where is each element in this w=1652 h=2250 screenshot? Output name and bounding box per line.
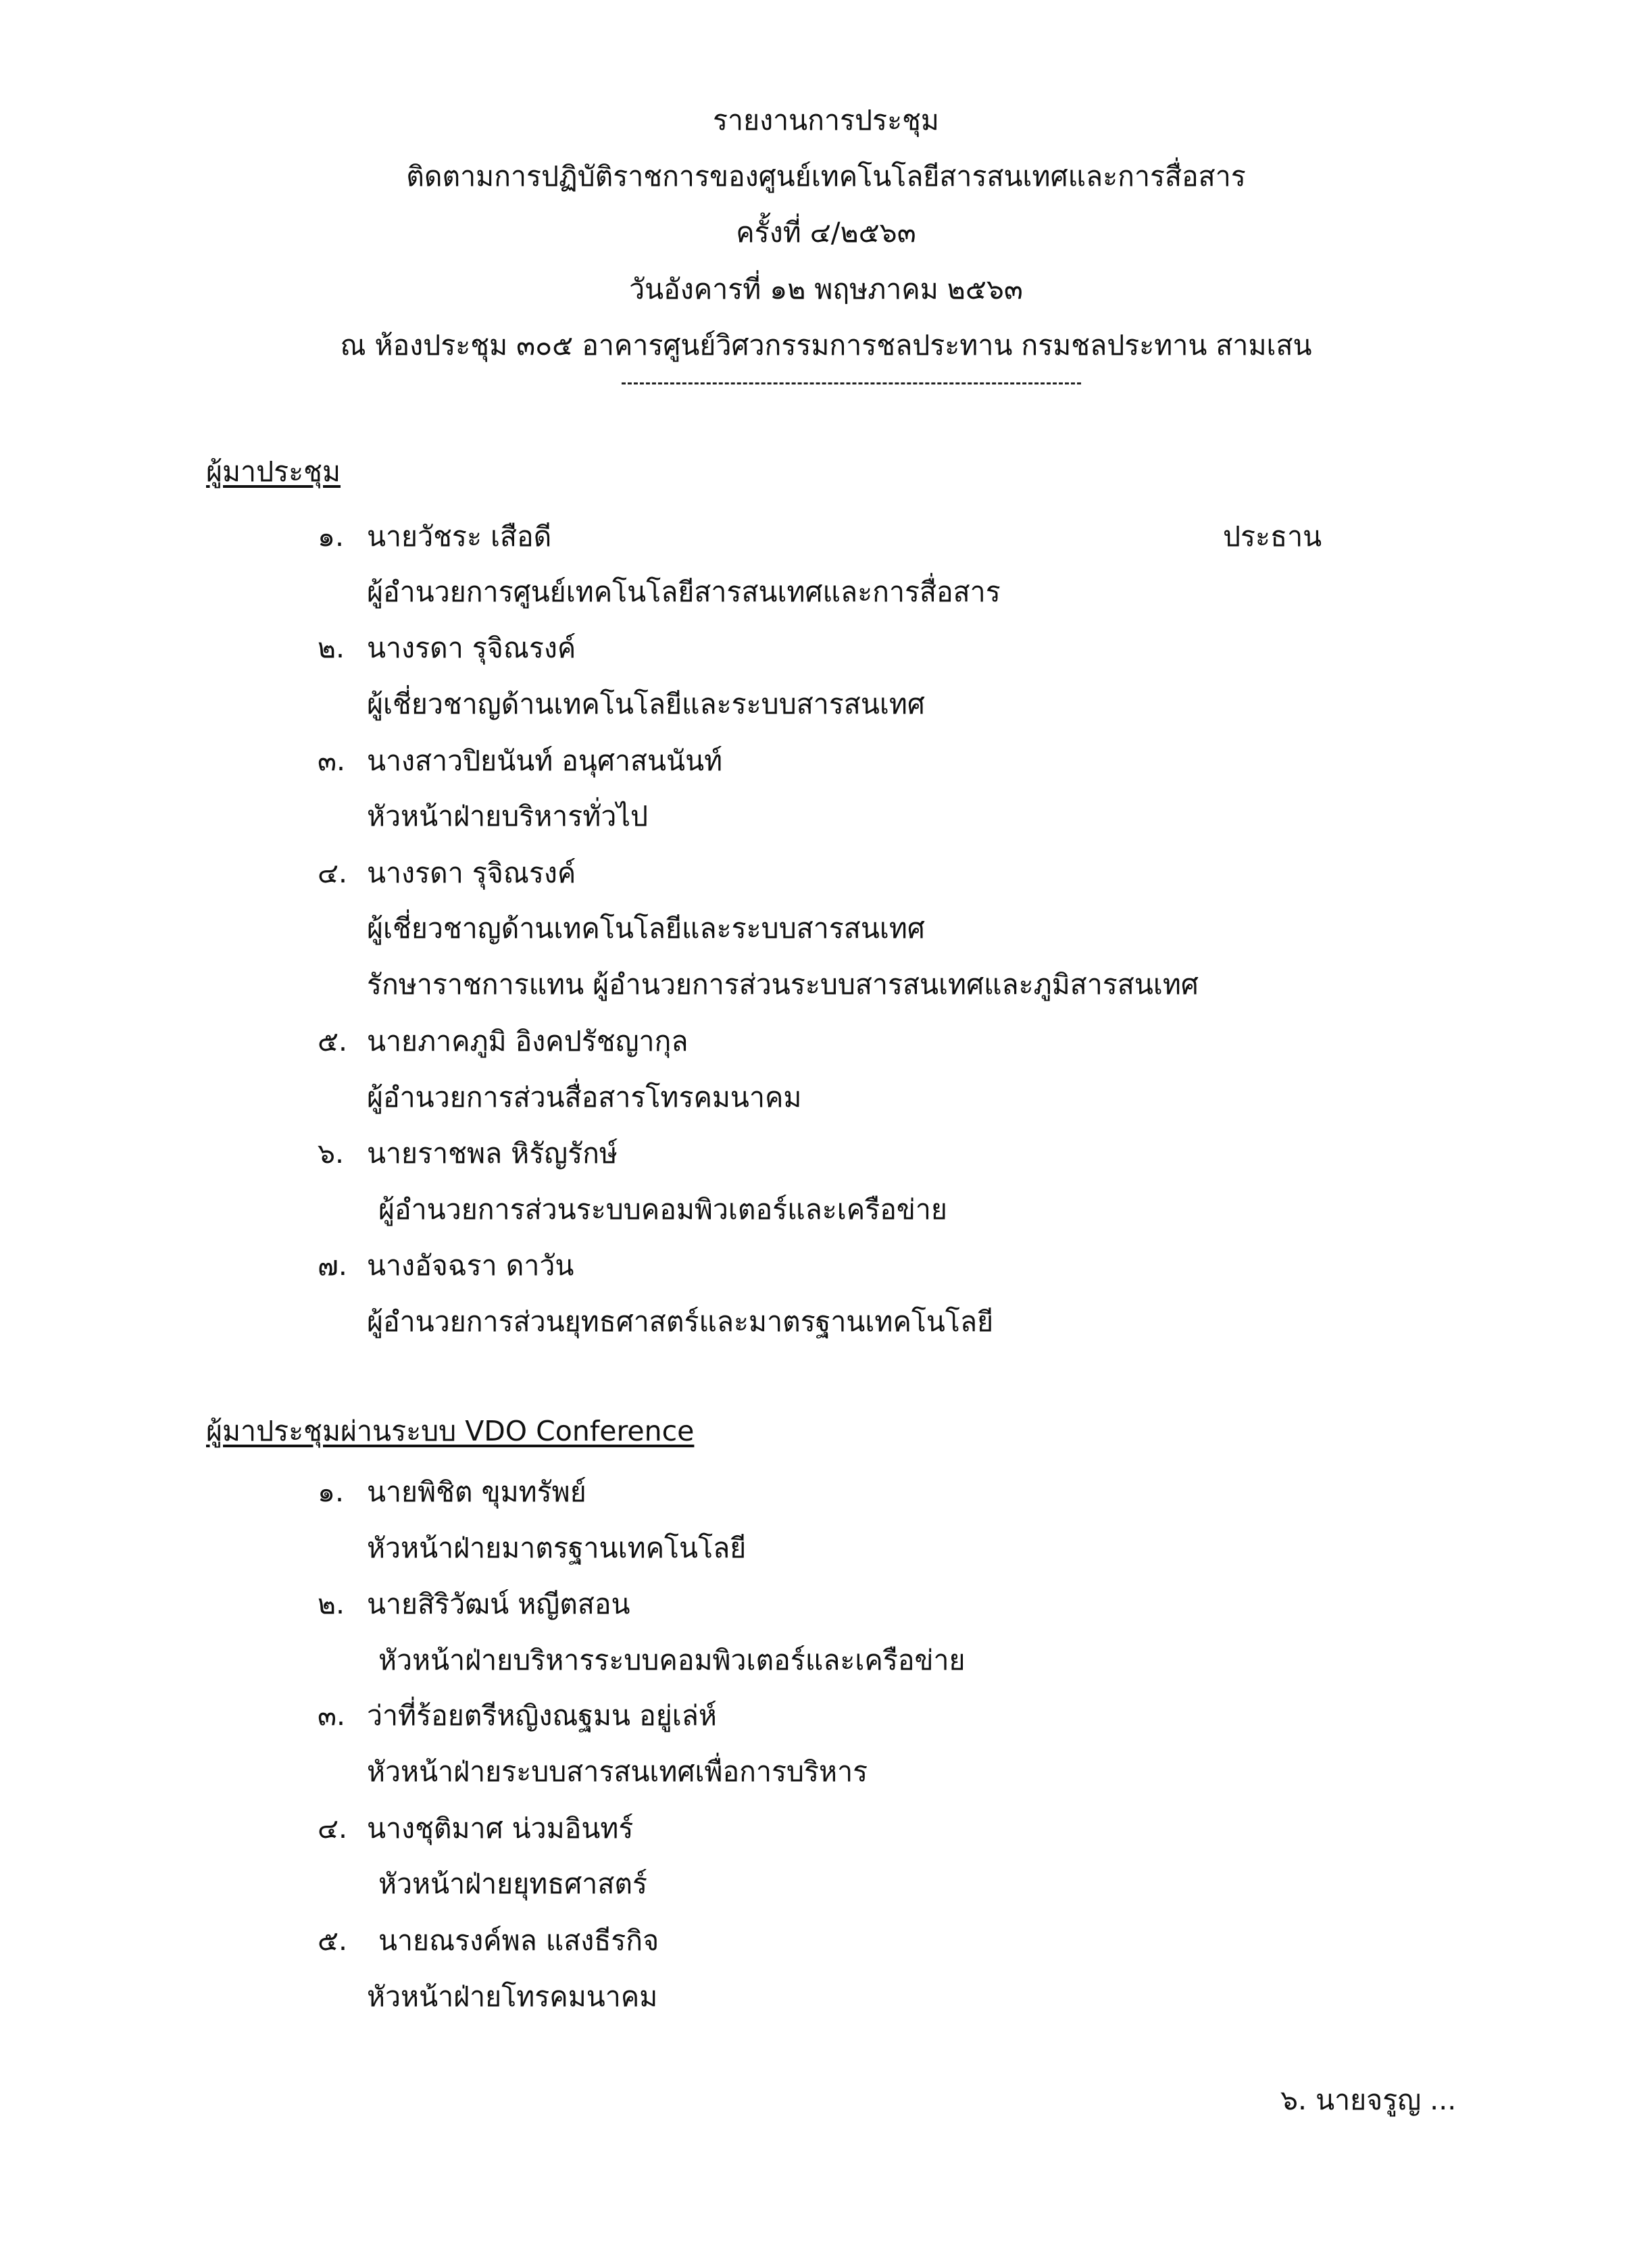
vdo-attendee-name: นายณรงค์พล แสงธีรกิจ	[378, 1924, 659, 1957]
attendee-name: นางรดา รุจิณรงค์	[367, 632, 576, 664]
meeting-date: วันอังคารที่ ๑๒ พฤษภาคม ๒๕๖๓	[629, 273, 1023, 305]
vdo-attendee-name: นางชุติมาศ น่วมอินทร์	[367, 1812, 634, 1845]
attendee-position: ผู้อำนวยการศูนย์เทคโนโลยีสารสนเทศและการสื่อสาร	[367, 576, 1001, 608]
attendee-position: ผู้อำนวยการส่วนระบบคอมพิวเตอร์และเครือข่าย	[378, 1193, 947, 1226]
attendee-number: ๓.	[318, 745, 346, 777]
attendee-position: หัวหน้าฝ่ายบริหารทั่วไป	[367, 800, 649, 832]
chair-label: ประธาน	[1223, 520, 1322, 553]
vdo-attendee-number: ๕.	[318, 1924, 348, 1957]
attendee-number: ๔.	[318, 857, 348, 889]
vdo-attendee-name: นายพิชิต ขุมทรัพย์	[367, 1476, 586, 1508]
attendee-name: นางรดา รุจิณรงค์	[367, 857, 576, 889]
vdo-attendee-number: ๑.	[318, 1476, 345, 1508]
attendee-name: นางอัจฉรา ดาวัน	[367, 1249, 574, 1282]
vdo-attendee-position: หัวหน้าฝ่ายยุทธศาสตร์	[378, 1868, 647, 1900]
attendee-number: ๖.	[318, 1137, 345, 1170]
attendee-position: ผู้อำนวยการส่วนยุทธศาสตร์และมาตรฐานเทคโนโลยี	[367, 1305, 994, 1338]
continuation-note: ๖. นายจรูญ ...	[1280, 2084, 1457, 2116]
meeting-location: ณ ห้องประชุม ๓๐๕ อาคารศูนย์วิศวกรรมการชลประทาน กรมชลประทาน สามเสน	[340, 329, 1312, 361]
vdo-attendee-number: ๓.	[318, 1699, 346, 1732]
header-divider	[622, 382, 1081, 384]
vdo-attendee-number: ๔.	[318, 1812, 348, 1845]
attendee-number: ๗.	[318, 1249, 347, 1282]
attendee-number: ๑.	[318, 520, 345, 553]
vdo-attendee-number: ๒.	[318, 1588, 345, 1620]
attendee-position: ผู้เชี่ยวชาญด้านเทคโนโลยีและระบบสารสนเทศ	[367, 912, 925, 945]
attendee-number: ๒.	[318, 632, 345, 664]
vdo-attendee-name: ว่าที่ร้อยตรีหญิงณฐมน อยู่เล่ห์	[367, 1699, 717, 1732]
attendee-position: ผู้อำนวยการส่วนสื่อสารโทรคมนาคม	[367, 1081, 802, 1114]
attendee-acting-position: รักษาราชการแทน ผู้อำนวยการส่วนระบบสารสนเทศและภูมิสารสนเทศ	[367, 968, 1199, 1001]
vdo-attendees-heading: ผู้มาประชุมผ่านระบบ VDO Conference	[206, 1415, 695, 1447]
attendee-number: ๕.	[318, 1025, 348, 1057]
attendee-name: นางสาวปิยนันท์ อนุศาสนนันท์	[367, 745, 723, 777]
vdo-attendee-position: หัวหน้าฝ่ายมาตรฐานเทคโนโลยี	[367, 1532, 747, 1564]
report-title: รายงานการประชุม	[713, 104, 939, 136]
vdo-attendee-position: หัวหน้าฝ่ายระบบสารสนเทศเพื่อการบริหาร	[367, 1755, 868, 1788]
attendee-name: นายวัชระ เสือดี	[367, 520, 552, 553]
attendee-position: ผู้เชี่ยวชาญด้านเทคโนโลยีและระบบสารสนเทศ	[367, 688, 925, 720]
meeting-number: ครั้งที่ ๔/๒๕๖๓	[736, 216, 916, 249]
attendees-heading: ผู้มาประชุม	[206, 455, 341, 488]
attendee-name: นายภาคภูมิ อิงคปรัชญากุล	[367, 1025, 689, 1057]
attendee-name: นายราชพล หิรัญรักษ์	[367, 1137, 618, 1170]
vdo-attendee-name: นายสิริวัฒน์ หญีตสอน	[367, 1588, 630, 1620]
meeting-subject: ติดตามการปฏิบัติราชการของศูนย์เทคโนโลยีสารสนเทศและการสื่อสาร	[406, 160, 1246, 193]
vdo-attendee-position: หัวหน้าฝ่ายโทรคมนาคม	[367, 1980, 658, 2013]
vdo-attendee-position: หัวหน้าฝ่ายบริหารระบบคอมพิวเตอร์และเครือข่าย	[378, 1644, 966, 1676]
